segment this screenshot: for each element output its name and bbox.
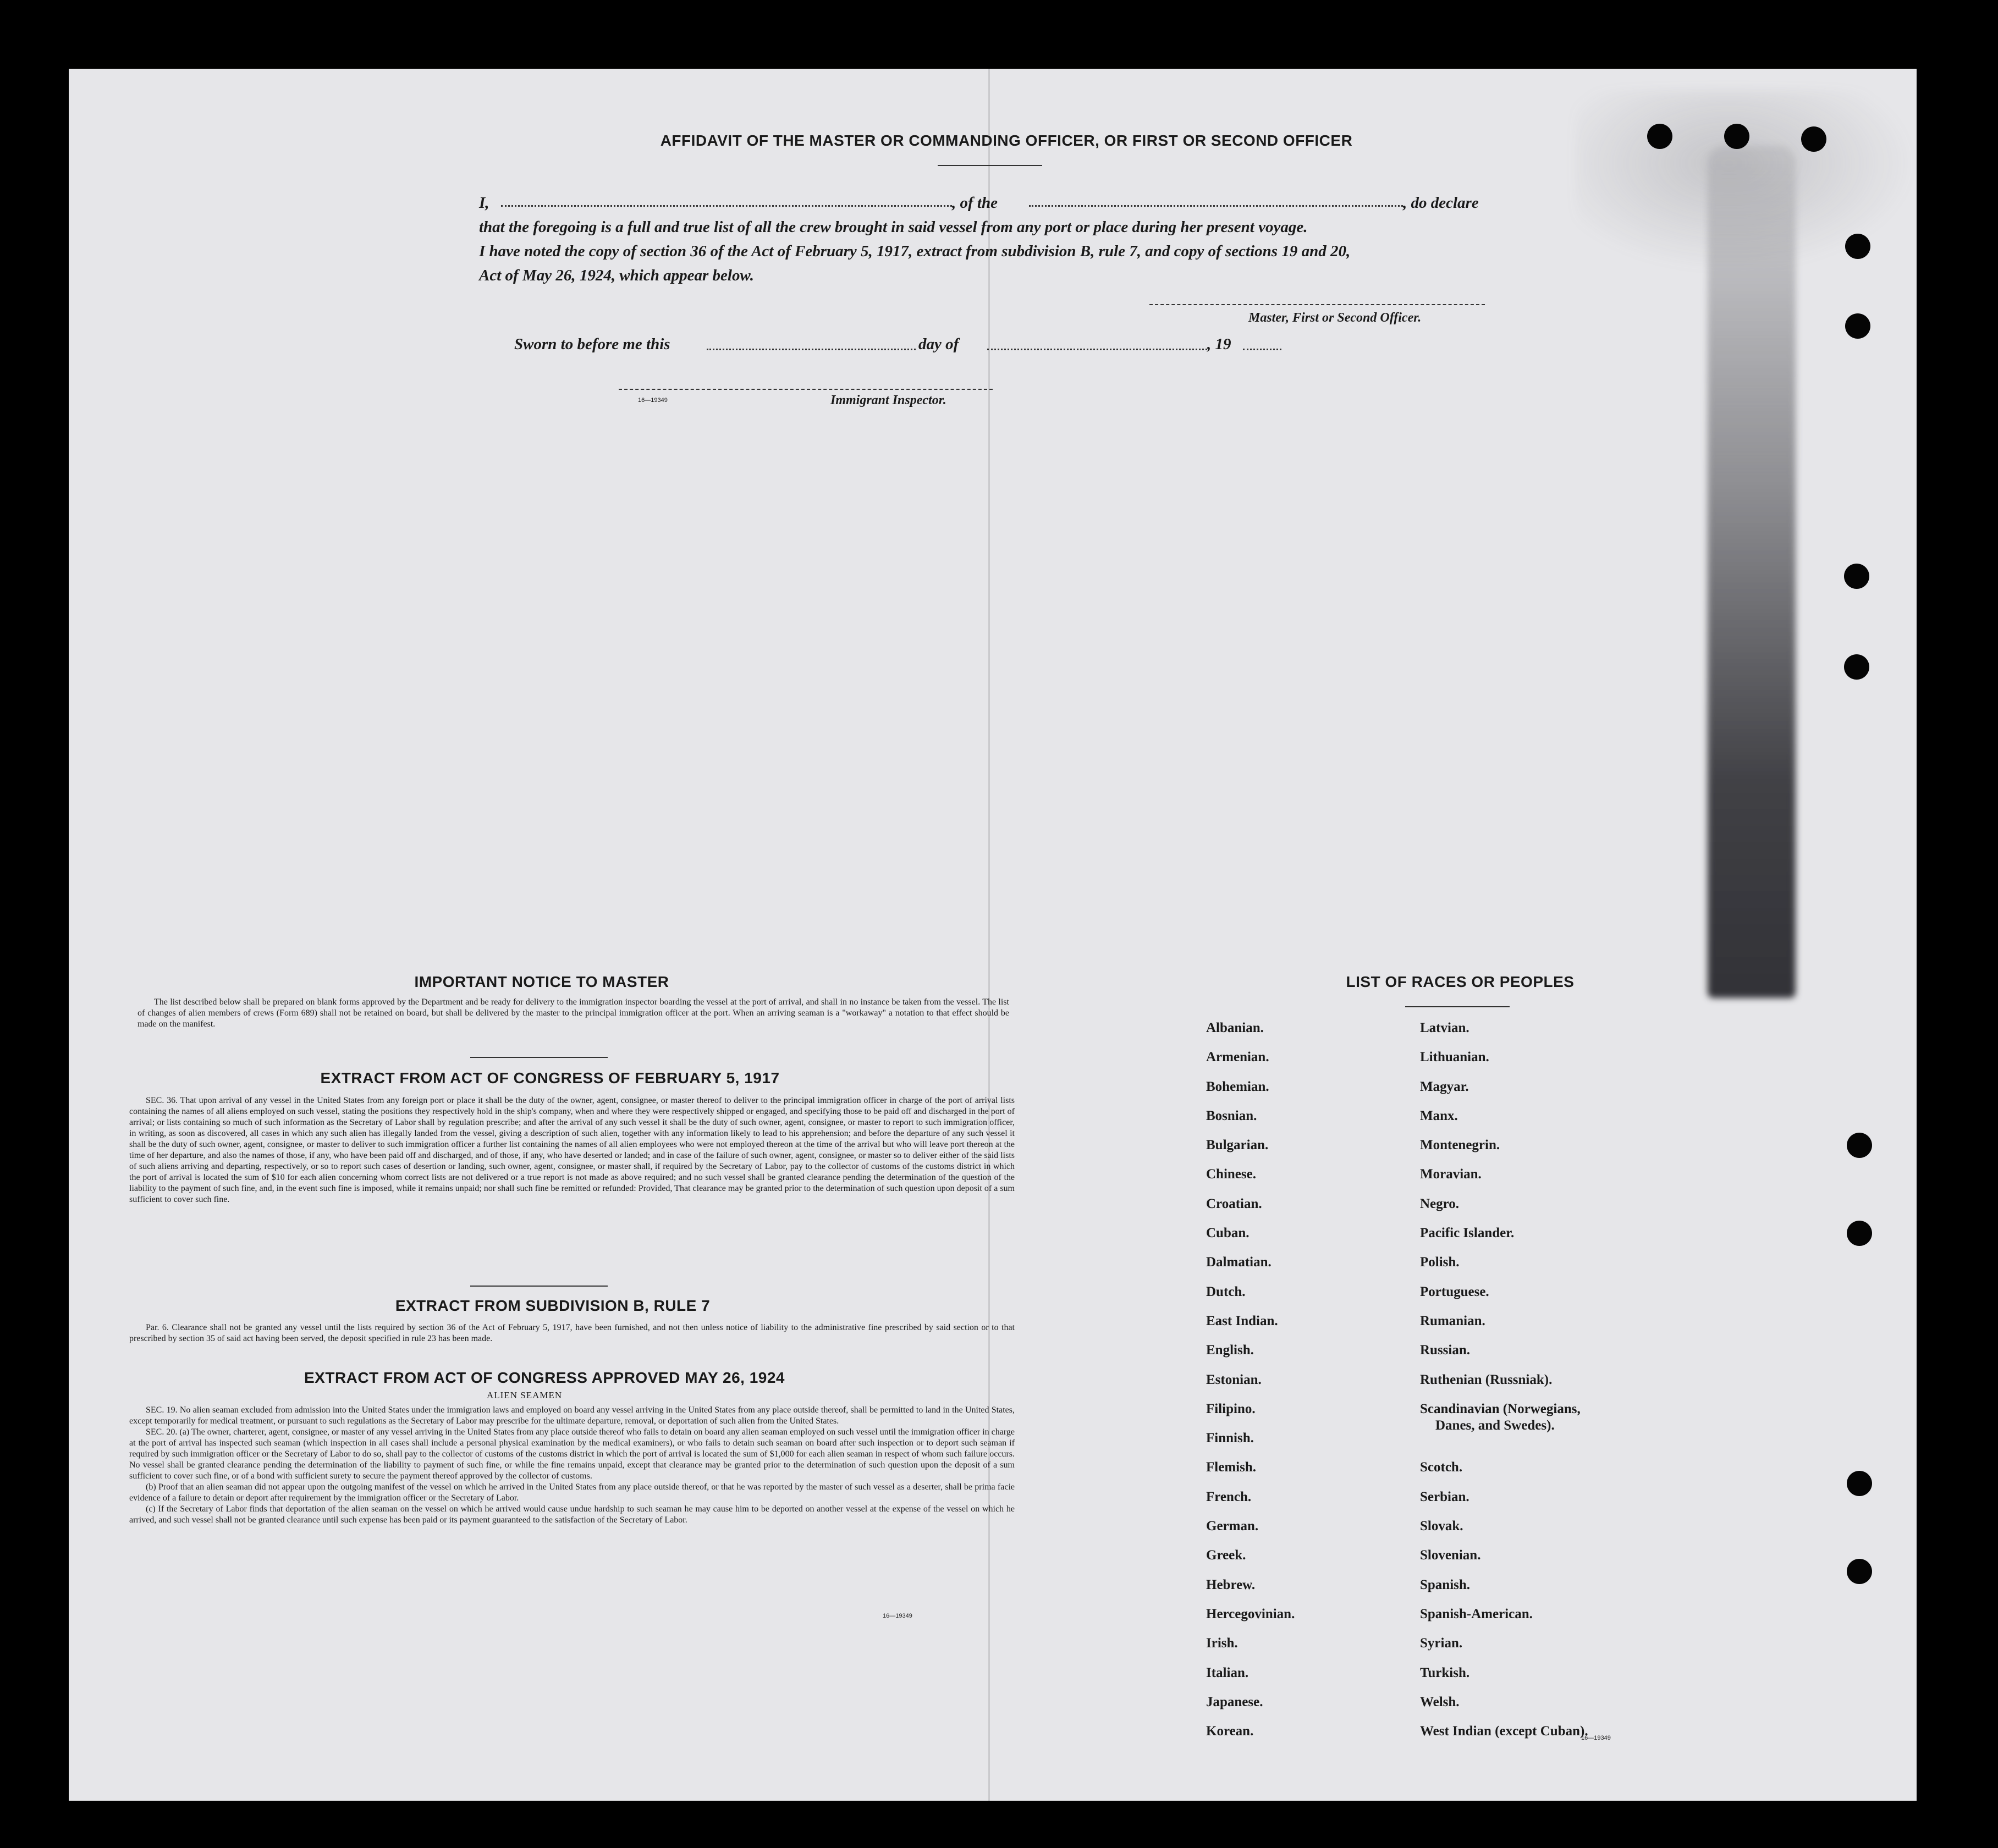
race-item: Armenian.: [1206, 1050, 1269, 1065]
race-item: Chinese.: [1206, 1167, 1256, 1182]
punch-hole: [1847, 1221, 1872, 1246]
race-item: Russian.: [1420, 1343, 1471, 1358]
sworn-month-field: [987, 349, 1207, 350]
year-label: , 19: [1207, 335, 1231, 353]
punch-hole: [1801, 126, 1826, 152]
name-field: [501, 205, 952, 207]
affidavit-body: [479, 191, 1573, 288]
races-heading: LIST OF RACES OR PEOPLES: [1346, 973, 1575, 990]
punch-hole: [1647, 124, 1672, 149]
day-of-label: day of: [918, 335, 959, 353]
affidavit-line-4: Act of May 26, 1924, which appear below.: [479, 267, 754, 284]
race-item-scandinavian: [1420, 1401, 1588, 1460]
race-item: Welsh.: [1420, 1694, 1460, 1709]
race-item: Bosnian.: [1206, 1108, 1257, 1123]
rule7-body: [129, 1322, 1015, 1344]
affidavit-heading: AFFIDAVIT OF THE MASTER OR COMMANDING OFFICER, OR FIRST OR SECOND OFFICER: [660, 132, 1353, 149]
race-item: Filipino.: [1206, 1401, 1256, 1416]
race-item: Scotch.: [1420, 1460, 1463, 1475]
sworn-day-field: [707, 349, 916, 350]
race-item: Manx.: [1420, 1108, 1458, 1123]
punch-hole: [1844, 654, 1869, 680]
punch-hole: [1847, 1559, 1872, 1584]
divider: [1405, 1006, 1510, 1007]
sworn-label: Sworn to before me this: [514, 335, 670, 353]
race-item: Lithuanian.: [1420, 1050, 1489, 1065]
divider: [470, 1286, 608, 1287]
race-item: Hebrew.: [1206, 1577, 1256, 1592]
notice-heading: IMPORTANT NOTICE TO MASTER: [414, 973, 669, 990]
race-item: Italian.: [1206, 1665, 1249, 1680]
race-item: Serbian.: [1420, 1489, 1469, 1504]
punch-hole: [1845, 234, 1870, 259]
race-item: West Indian (except Cuban).: [1420, 1724, 1588, 1739]
divider: [938, 165, 1042, 166]
affidavit-line-3: I have noted the copy of section 36 of the Act of February 5, 1917, extract from subdivision B, rule 7, and copy of sections 19 and 20,: [479, 242, 1351, 260]
par-6: Par. 6. Clearance shall not be granted any vessel until the lists required by section 36 of the Act of February 5, 1917, have been furnished, and not then unless notice of liability to the administrative fine prescribed by said section or to that prescribed by section 35 of said act having been served, the deposit specified in rule 23 has been made.: [129, 1323, 1015, 1343]
affidavit-line-2: that the foregoing is a full and true list of all the crew brought in said vessel from any port or place during her present voyage.: [479, 218, 1308, 236]
punch-hole: [1847, 1471, 1872, 1496]
race-item: Cuban.: [1206, 1226, 1250, 1241]
race-item: Greek.: [1206, 1548, 1246, 1563]
race-item: Finnish.: [1206, 1431, 1254, 1446]
race-item: Korean.: [1206, 1724, 1254, 1739]
section-36: SEC. 36. That upon arrival of any vessel in the United States from any foreign port or place it shall be the duty of the owner, agent, consignee, or master thereof to deliver to the principal immigration officer in charge of the port of arrival lists containing the names of all aliens employed on such vessel, stating the positions they respectively hold in the ship's company, when and where they were respectively shipped or engaged, and specifying those to be paid off and discharged in the port of arrival; or lists containing so much of such information as the Secretary of Labor shall by regulation prescribe; and after the arrival of any such vessel it shall be the duty of such owner, agent, consignee, or master to report to such immigration officer, in writing, as soon as discovered, all cases in which any such alien has illegally landed from the vessel, giving a description of such alien, together with any information likely to lead to his apprehension; and before the departure of any such vessel it shall be the duty of such owner, agent, consignee, or master to deliver to such immigration officer a further list containing the names of all alien employees who were not employed thereon at the time of the arrival but who will leave port thereon at the time of her departure, and also the names of those, if any, who have been paid off and discharged, and of those, if any, who have deserted or landed; and in case of the failure of such owner, agent, consignee, or master so to deliver either of the said lists of such aliens arriving and departing, respectively, or so to report such cases of desertion or landing, such owner, agent, consignee, or master shall, if required by the Secretary of Labor, pay to the collector of customs of the customs district in which the port of arrival is located the sum of $10 for each alien concerning whom correct lists are not delivered or a true report is not made as above required; and no such vessel shall be granted clearance pending the determination of the question of the liability to the payment of such fine, and, in the event such fine is imposed, while it remains unpaid; nor shall such fine be remitted or refunded: Provided, That clearance may be granted prior to the determination of such question upon deposit of a sum sufficient to cover such fine.: [129, 1096, 1015, 1204]
section-20b: (b) Proof that an alien seaman did not appear upon the outgoing manifest of the vessel on which he arrived in the United States from any place outside thereof, or that he was reported by the master of such vessel as a deserter, shall be prima facie evidence of a failure to detain or deport after requirement by the immigration officer or the Secretary of Labor.: [129, 1482, 1015, 1503]
race-item: Dutch.: [1206, 1284, 1246, 1299]
races-column-2: [1420, 1020, 1588, 1752]
race-item: Rumanian.: [1420, 1313, 1485, 1328]
race-item: Flemish.: [1206, 1460, 1256, 1475]
race-item: Polish.: [1420, 1255, 1460, 1270]
punch-hole: [1847, 1133, 1872, 1158]
punch-hole: [1844, 564, 1869, 589]
master-signature-line: [1149, 304, 1485, 305]
extract-1924-body: [129, 1405, 1015, 1526]
divider: [470, 1057, 608, 1058]
race-item: Portuguese.: [1420, 1284, 1489, 1299]
race-item: Negro.: [1420, 1196, 1460, 1211]
race-item: Hercegovinian.: [1206, 1606, 1295, 1621]
race-item: Montenegrin.: [1420, 1138, 1500, 1153]
form-number: 16—19349: [1581, 1735, 1611, 1741]
race-item: Bohemian.: [1206, 1079, 1269, 1094]
race-item: Spanish-American.: [1420, 1606, 1533, 1621]
race-item-continued: Danes, and Swedes).: [1435, 1417, 1555, 1433]
notice-body: [137, 997, 1009, 1030]
race-item: Albanian.: [1206, 1020, 1264, 1035]
alien-seamen-subheading: ALIEN SEAMEN: [487, 1390, 563, 1400]
race-item: Moravian.: [1420, 1167, 1482, 1182]
section-20a: SEC. 20. (a) The owner, charterer, agent, consignee, or master of any vessel arriving in the United States from any place outside thereof who fails to detain on board any alien seaman employed on such vessel until the immigration officer in charge at the port of arrival has inspected such seaman (which inspection in all cases shall include a personal physical examination by the medical examiners), or who fails to detain such seaman on board after such inspection or to deport such seaman if required by such immigration officer or the Secretary of Labor to do so, shall pay to the collector of customs of the customs district in which the port of arrival is located the sum of $1,000 for each alien seaman in respect of whom such failure occurs. No vessel shall be granted clearance pending the determination of the liability to payment of such fine, or while the fine remains unpaid, except that clearance may be granted prior to the determination of such question upon the deposit of a sum sufficient to cover such fine, or of a bond with sufficient surety to secure the payment thereof approved by the collector of customs.: [129, 1427, 1015, 1481]
race-item: Syrian.: [1420, 1636, 1463, 1651]
affidavit-line-1: [479, 191, 1573, 215]
race-item: Dalmatian.: [1206, 1255, 1272, 1270]
race-item: Slovenian.: [1420, 1548, 1481, 1563]
race-item: Estonian.: [1206, 1372, 1262, 1387]
form-number: 16—19349: [638, 397, 668, 404]
race-item: French.: [1206, 1489, 1252, 1504]
race-item: Spanish.: [1420, 1577, 1471, 1592]
extract-1917-body: [129, 1095, 1015, 1205]
affidavit-of-the: , of the: [952, 194, 998, 212]
affidavit-i: I,: [479, 194, 489, 212]
section-19: SEC. 19. No alien seaman excluded from admission into the United States under the immigration laws and employed on board any vessel arriving in the United States from any place outside thereof, shall be permitted to land in the United States, except temporarily for medical treatment, or pursuant to such regulations as the Secretary of Labor may prescribe for the ultimate departure, removal, or deportation of such alien from the United States.: [129, 1405, 1015, 1426]
race-item: East Indian.: [1206, 1313, 1278, 1328]
race-item: Scandinavian (Norwegians,: [1420, 1401, 1581, 1416]
vessel-field: [1029, 205, 1403, 207]
page-fold: [988, 69, 990, 1801]
race-item: Pacific Islander.: [1420, 1226, 1515, 1241]
race-item: Ruthenian (Russniak).: [1420, 1372, 1553, 1387]
punch-hole: [1724, 124, 1749, 149]
sworn-year-field: [1243, 349, 1281, 350]
race-item: Magyar.: [1420, 1079, 1469, 1094]
sworn-line: [514, 335, 1339, 357]
race-item: Turkish.: [1420, 1665, 1470, 1680]
races-column-1: [1206, 1020, 1295, 1752]
section-20c: (c) If the Secretary of Labor finds that deportation of the alien seaman on the vessel on which he arrived would cause undue hardship to such seaman he may cause him to be deported on another vessel at the expense of the vessel on which he arrived, and such vessel shall not be granted clearance until such expense has been paid or its payment guaranteed to the satisfaction of the Secretary of Labor.: [129, 1504, 1015, 1525]
race-item: English.: [1206, 1343, 1254, 1358]
race-item: Slovak.: [1420, 1519, 1463, 1534]
extract-1924-heading: EXTRACT FROM ACT OF CONGRESS APPROVED MAY 26, 1924: [304, 1369, 785, 1386]
master-label: Master, First or Second Officer.: [1248, 311, 1422, 325]
extract-1917-heading: EXTRACT FROM ACT OF CONGRESS OF FEBRUARY 5, 1917: [320, 1069, 780, 1086]
water-stain-streak: [1708, 146, 1796, 998]
race-item: Japanese.: [1206, 1694, 1263, 1709]
form-number: 16—19349: [883, 1613, 912, 1619]
document-page: [69, 69, 1917, 1801]
affidavit-do-declare: , do declare: [1403, 194, 1479, 212]
race-item: Bulgarian.: [1206, 1138, 1269, 1153]
rule7-heading: EXTRACT FROM SUBDIVISION B, RULE 7: [395, 1297, 711, 1314]
race-item: German.: [1206, 1519, 1259, 1534]
inspector-signature-line: [619, 389, 993, 390]
race-item: Irish.: [1206, 1636, 1238, 1651]
punch-hole: [1845, 313, 1870, 339]
race-item: Latvian.: [1420, 1020, 1469, 1035]
notice-paragraph: The list described below shall be prepared on blank forms approved by the Department and be ready for delivery to the immigration inspector boarding the vessel at the port of arrival, and shall in no instance be taken from the vessel. The list of changes of alien members of crews (Form 689) shall not be retained on board, but shall be delivered by the master to the principal immigration officer at the port. When an arriving seaman is a "workaway" a notation to that effect should be made on the manifest.: [137, 997, 1009, 1029]
race-item: Croatian.: [1206, 1196, 1262, 1211]
inspector-label: Immigrant Inspector.: [830, 393, 946, 407]
